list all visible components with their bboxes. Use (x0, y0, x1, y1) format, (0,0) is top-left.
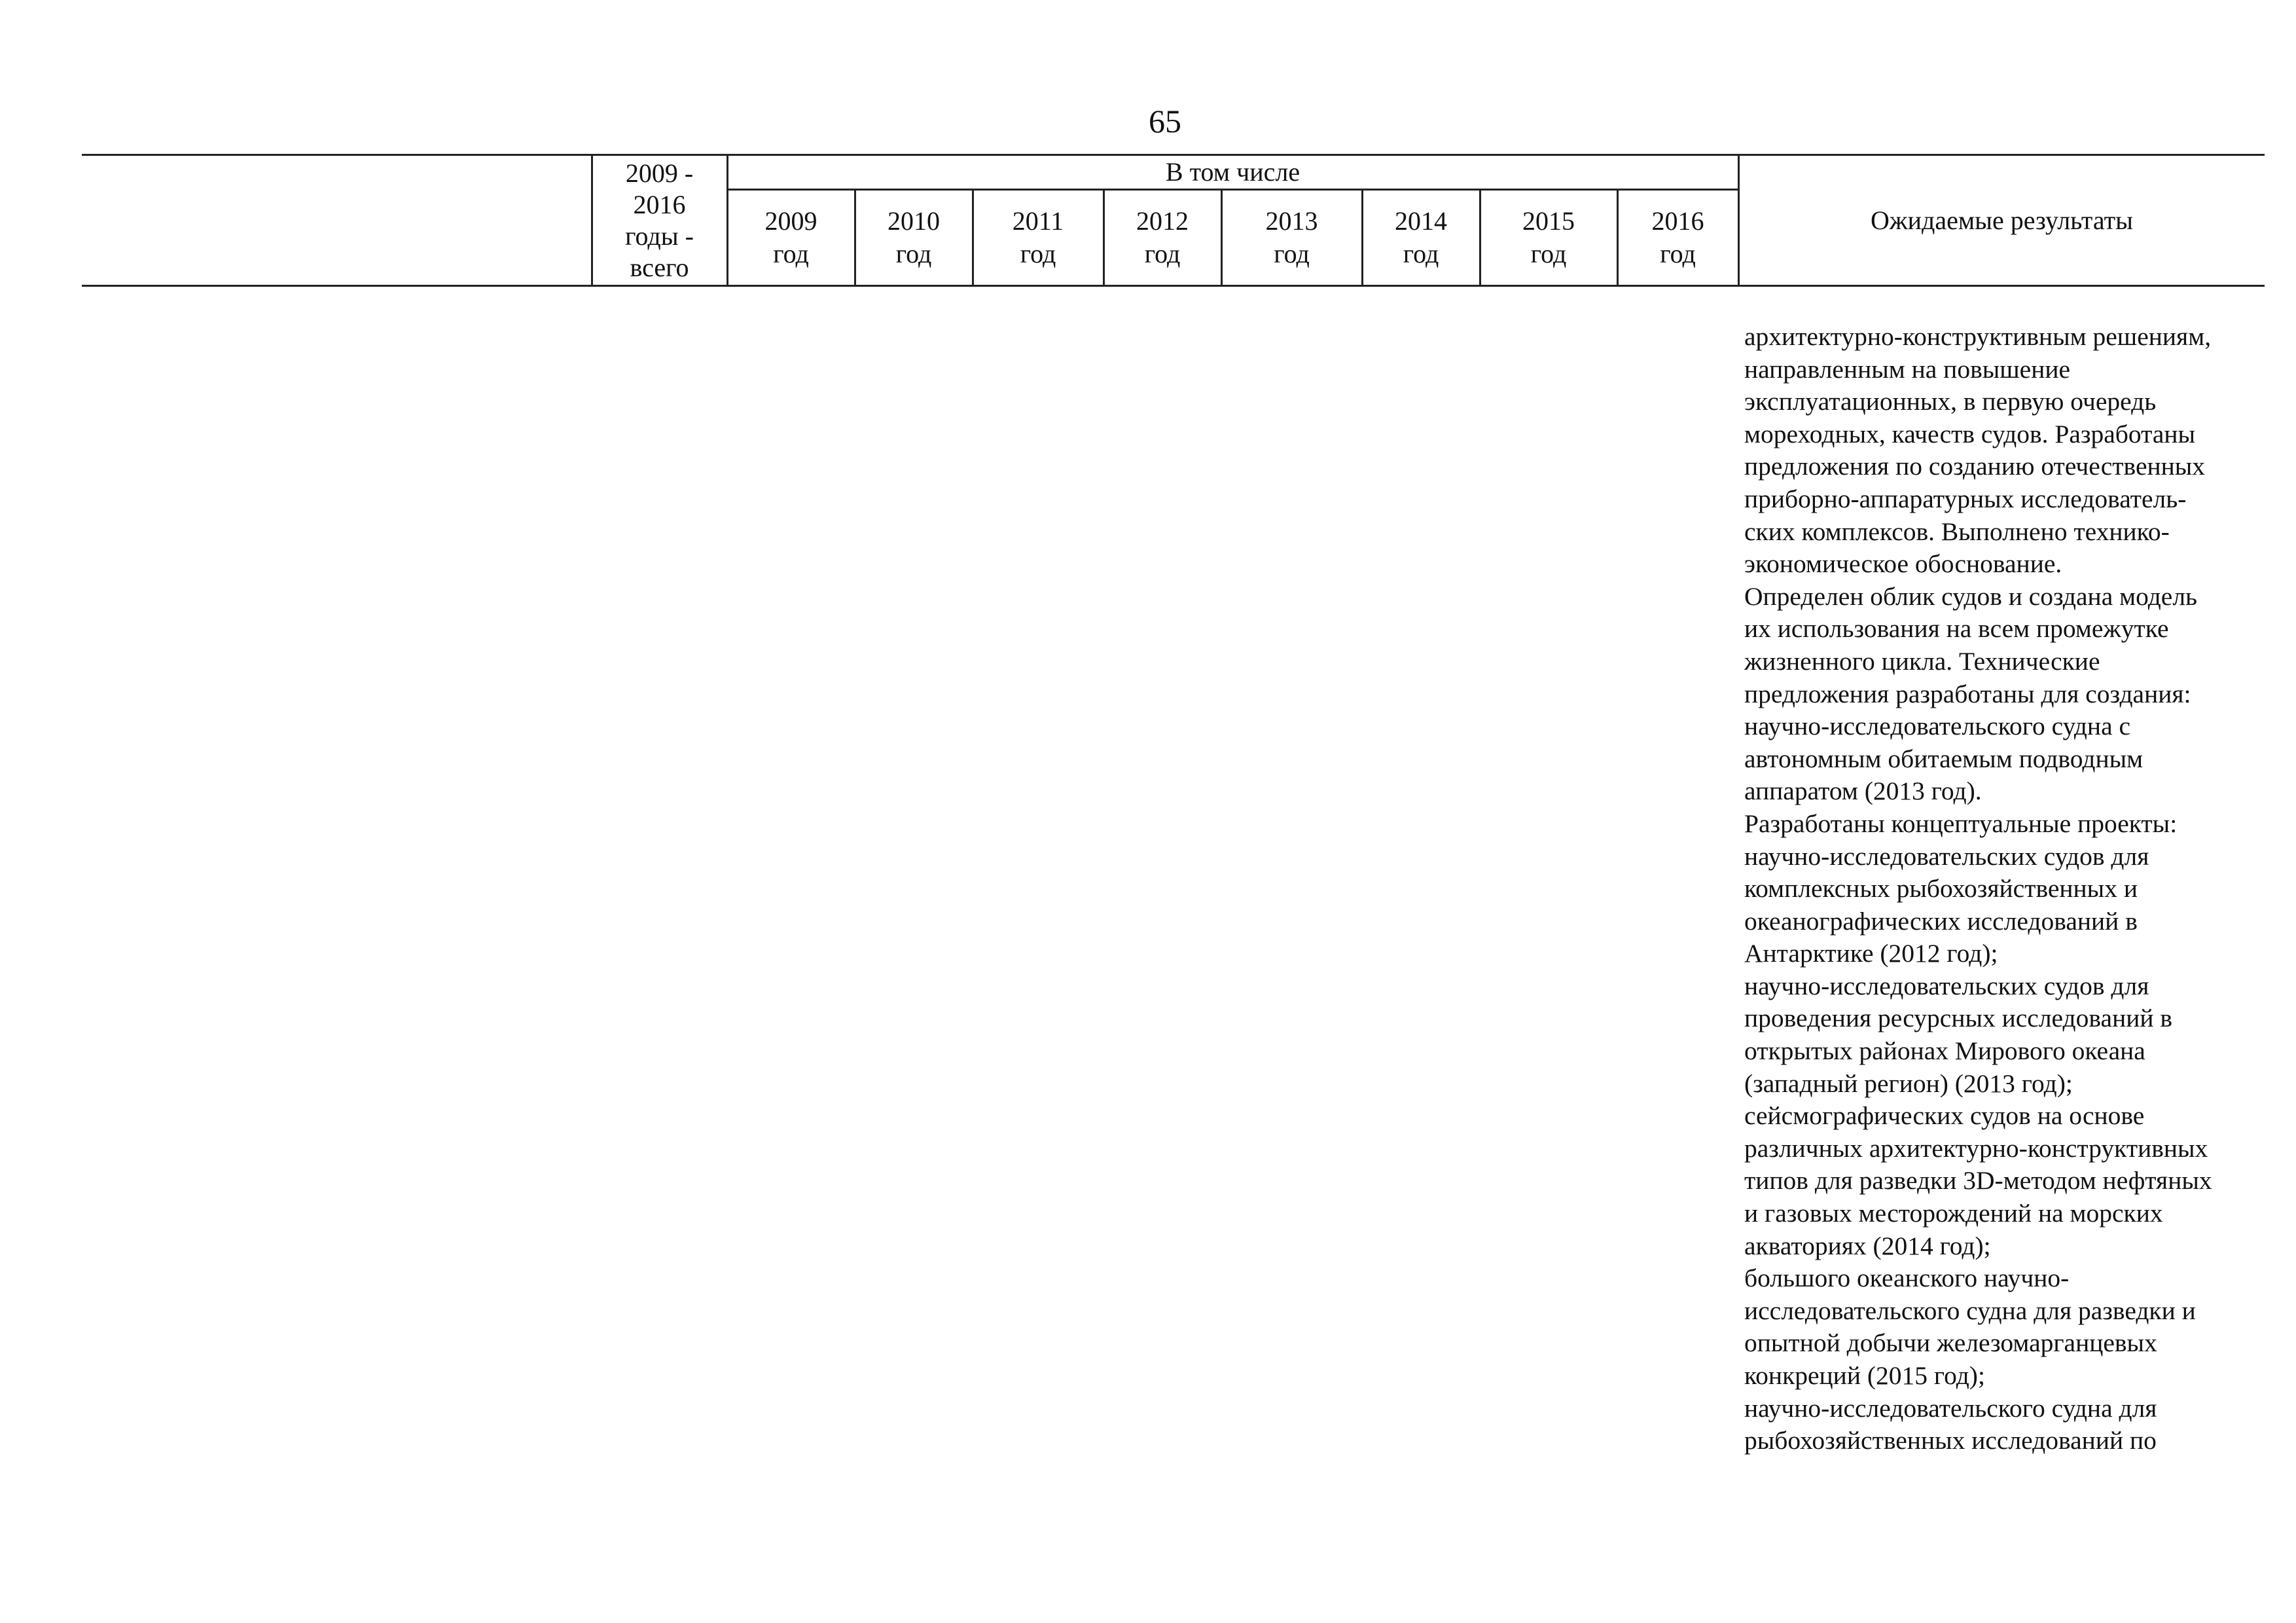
year-label: 2014 (1395, 206, 1447, 236)
year-unit: год (895, 238, 932, 268)
header-bottom-rule (82, 285, 2265, 287)
total-line-2: 2016 (633, 189, 686, 219)
results-line: научно-исследовательских судов для (1744, 971, 2149, 1000)
year-label: 2012 (1136, 206, 1189, 236)
results-line: аппаратом (2013 год). (1744, 776, 1982, 806)
results-line: научно-исследовательского судна с (1744, 712, 2131, 741)
year-label: 2010 (888, 206, 940, 236)
results-line: их использования на всем промежутке (1744, 614, 2169, 644)
header-year-2015 (1480, 190, 1617, 285)
header-year-2014 (1363, 190, 1479, 285)
year-unit: год (1403, 238, 1439, 268)
results-line: научно-исследовательских судов для (1744, 841, 2149, 871)
year-label: 2016 (1651, 206, 1704, 236)
results-line: направленным на повышение (1744, 354, 2071, 384)
results-line: большого океанского научно- (1744, 1264, 2070, 1293)
year-label: 2015 (1522, 206, 1575, 236)
results-line: комплексных рыбохозяйственных и (1744, 874, 2138, 903)
header-year-2012 (1104, 190, 1221, 285)
results-line: (западный регион) (2013 год); (1744, 1068, 2073, 1098)
results-line: Антарктике (2012 год); (1744, 939, 1998, 968)
header-group-label (728, 156, 1738, 189)
results-line: жизненного цикла. Технические (1744, 646, 2100, 676)
results-line: типов для разведки 3D-методом нефтяных (1744, 1166, 2212, 1195)
year-unit: год (1530, 238, 1567, 268)
year-unit: год (773, 238, 809, 268)
results-line: и газовых месторождений на морских (1744, 1199, 2163, 1228)
results-line: предложения разработаны для создания: (1744, 679, 2191, 708)
group-label-text: В том числе (1165, 157, 1300, 187)
header-total-cell (592, 156, 726, 285)
results-line: акваториях (2014 год); (1744, 1231, 1991, 1260)
results-line: конкреций (2015 год); (1744, 1361, 1985, 1390)
header-year-2010 (855, 190, 972, 285)
results-line: мореходных, качеств судов. Разработаны (1744, 419, 2196, 448)
total-line-1: 2009 - (625, 158, 694, 188)
results-line: предложения по созданию отечественных (1744, 452, 2206, 481)
header-year-2016 (1618, 190, 1738, 285)
year-unit: год (1274, 238, 1310, 268)
results-line: различных архитектурно-конструктивных (1744, 1133, 2208, 1163)
results-line: экономическое обоснование. (1744, 549, 2062, 579)
results-label: Ожидаемые результаты (1871, 205, 2133, 235)
results-line: эксплуатационных, в первую очередь (1744, 387, 2157, 416)
results-line: архитектурно-конструктивным решениям, (1744, 322, 2212, 351)
results-line: Разработаны концептуальные проекты: (1744, 809, 2178, 838)
results-line: океанографических исследований в (1744, 906, 2138, 936)
results-line: автономным обитаемым подводным (1744, 744, 2144, 773)
header-year-2011 (973, 190, 1103, 285)
results-line: проведения ресурсных исследований в (1744, 1004, 2173, 1033)
results-line: рыбохозяйственных исследований по (1744, 1426, 2157, 1455)
results-line: Определен облик судов и создана модель (1744, 581, 2198, 611)
header-results-cell (1739, 156, 2265, 285)
year-unit: год (1144, 238, 1181, 268)
results-line: исследовательского судна для разведки и (1744, 1296, 2196, 1325)
page-number: 65 (1149, 103, 1181, 139)
year-label: 2013 (1265, 206, 1318, 236)
results-text (1744, 321, 2268, 1457)
total-line-4: всего (630, 252, 689, 282)
results-line: ских комплексов. Выполнено технико- (1744, 517, 2170, 546)
year-label: 2011 (1012, 206, 1064, 236)
year-unit: год (1660, 238, 1696, 268)
total-line-3: годы - (625, 221, 694, 251)
header-year-2013 (1222, 190, 1361, 285)
year-unit: год (1020, 238, 1056, 268)
header-year-2009 (728, 190, 854, 285)
results-line: приборно-аппаратурных исследователь- (1744, 484, 2187, 513)
results-line: опытной добычи железомарганцевых (1744, 1328, 2157, 1358)
results-line: научно-исследовательского судна для (1744, 1393, 2157, 1423)
results-line: открытых районах Мирового океана (1744, 1036, 2145, 1066)
year-label: 2009 (764, 206, 817, 236)
results-line: сейсмографических судов на основе (1744, 1101, 2145, 1131)
